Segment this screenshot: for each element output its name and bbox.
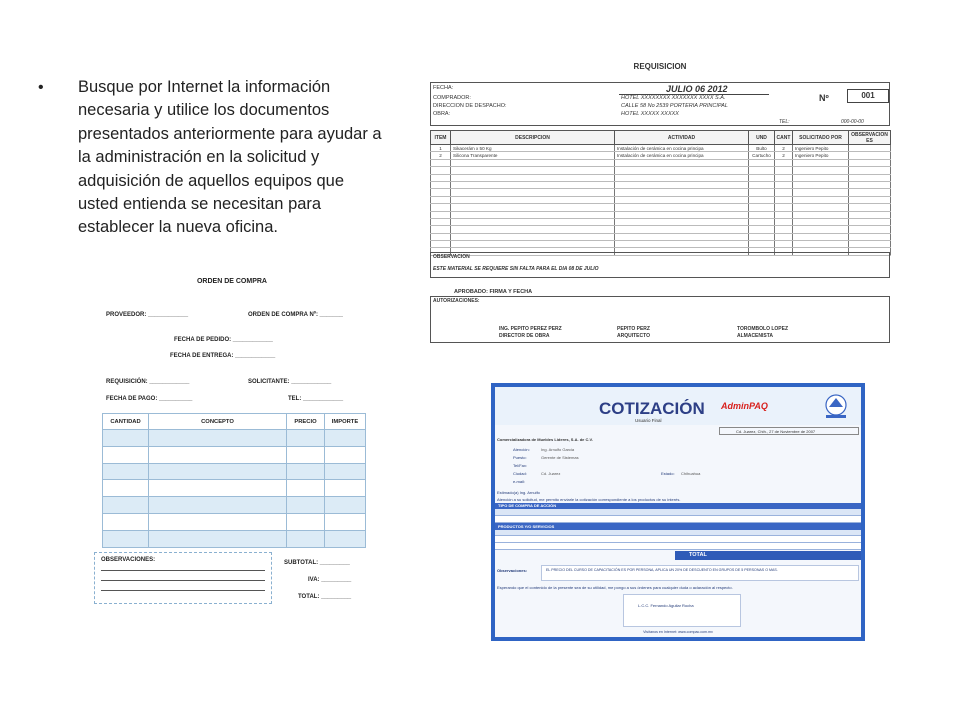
cell <box>849 145 891 152</box>
numero-label: Nº <box>819 93 829 103</box>
empty-row <box>431 174 891 181</box>
empty-row <box>431 233 891 240</box>
direccion-label: DIRECCION DE DESPACHO: <box>433 103 507 109</box>
table-row <box>103 530 366 547</box>
orden-compra-document <box>92 270 372 610</box>
ciudad-value: Cd. Juarez <box>541 471 561 476</box>
signature-name: PEPITO PERZ <box>617 326 650 332</box>
col-und: UND <box>749 131 775 145</box>
signature-role: ALMACENISTA <box>737 333 774 339</box>
orden-compra-title: ORDEN DE COMPRA <box>196 278 267 285</box>
cell: Bulto <box>749 145 775 152</box>
table-row <box>431 152 891 159</box>
col-actividad: ACTIVIDAD <box>615 131 749 145</box>
empty-row <box>431 211 891 218</box>
cell: 2 <box>775 152 793 159</box>
intro-text: Atención a su solicitud, me permito enviarle la cotización correspondiente a los productos de su interés. <box>497 497 681 502</box>
observaciones-box <box>94 552 272 604</box>
section-strip: TIPO DE COMPRA DE ACCIÓN <box>495 503 861 509</box>
signer-name: L.C.C. Fernando Aguilar Rocha <box>638 603 694 608</box>
subtotal-field: SUBTOTAL: _________ <box>284 560 350 566</box>
brand-logo: AdminPAQ <box>721 401 768 411</box>
cotizacion-page <box>495 387 861 637</box>
total-bar <box>675 551 861 560</box>
grid-row <box>495 543 861 550</box>
cell: Cartucho <box>749 152 775 159</box>
signature-name: TOROMBOLO LOPEZ <box>737 326 789 332</box>
signature-box <box>623 594 741 627</box>
signature-almacenista <box>737 326 788 340</box>
table-row <box>103 430 366 447</box>
bullet-marker: • <box>38 79 44 96</box>
closing-text: Esperando que el contenido de la presente sea de su utilidad, me pongo a sus órdenes para cualquier duda o aclaración al respecto. <box>497 585 733 590</box>
empty-row <box>431 241 891 248</box>
cell: 2 <box>431 152 451 159</box>
orden-table-header <box>103 414 366 430</box>
observaciones-box <box>541 565 859 581</box>
solicitante-field: SOLICITANTE: ____________ <box>248 379 332 385</box>
cell: 2 <box>775 145 793 152</box>
atencion-label: Atención: <box>513 447 530 452</box>
observacion-text: ESTE MATERIAL SE REQUIERE SIN FALTA PARA EL DIA 08 DE JULIO <box>433 266 599 272</box>
empty-row <box>431 189 891 196</box>
grid-row <box>495 536 861 543</box>
empty-row <box>431 181 891 188</box>
company-logo-icon <box>820 393 852 421</box>
observacion-box <box>430 252 890 278</box>
email-label: e-mail: <box>513 479 526 484</box>
requisicion-title: REQUISICION <box>633 62 687 71</box>
requisicion-field: REQUISICIÓN: ____________ <box>106 379 190 385</box>
cell: Instalación de cerámica en cocina principa <box>615 152 749 159</box>
observacion-label: OBSERVACION <box>433 254 470 260</box>
empty-row <box>431 167 891 174</box>
tel-field: TEL: ____________ <box>288 396 344 402</box>
cell: Ingeniero Pepito <box>793 145 849 152</box>
observaciones-text: EL PRECIO DEL CURSO DE CAPACITACIÓN ES POR PERSONA, APLICA UN 20% DE DESCUENTO EN GRUPOS DE 5 PERSONAS O MAS. <box>546 568 778 572</box>
cotizacion-title: COTIZACIÓN <box>599 399 705 418</box>
requisicion-document <box>428 56 892 344</box>
direccion-value: CALLE 58 No 2539 PORTERIA PRINCIPAL <box>621 103 728 109</box>
requisicion-table <box>430 130 891 256</box>
cotizacion-date: Cd. Juarez, Chih., 27 de Noviembre de 2007 <box>719 427 859 435</box>
obra-value: HOTEL XXXXX XXXXX <box>621 111 679 117</box>
fecha-entrega-field: FECHA DE ENTREGA: ____________ <box>170 353 276 359</box>
empty-row <box>431 204 891 211</box>
ciudad-label: Ciudad: <box>513 471 527 476</box>
col-concepto: CONCEPTO <box>149 414 287 430</box>
orden-numero-field: ORDEN DE COMPRA Nº: _______ <box>248 312 343 318</box>
autorizaciones-box <box>430 296 890 343</box>
cotizacion-footer: Visítanos en Internet: www.compac.com.mx <box>643 630 713 634</box>
fecha-pedido-field: FECHA DE PEDIDO: ____________ <box>174 337 273 343</box>
telefono-label: Tel/Fax: <box>513 463 528 468</box>
empty-row <box>431 226 891 233</box>
cell <box>849 152 891 159</box>
total-field: TOTAL: _________ <box>298 594 352 600</box>
autorizaciones-label: AUTORIZACIONES: <box>433 298 480 304</box>
cell: Ingeniero Pepito <box>793 152 849 159</box>
observaciones-label: OBSERVACIONES: <box>101 557 156 563</box>
signature-arquitecto <box>617 326 650 340</box>
proveedor-field: PROVEEDOR: ____________ <box>106 312 189 318</box>
fecha-value: JULIO 06 2012 <box>666 84 728 94</box>
puesto-value: Gerente de Sistemas <box>541 455 579 460</box>
col-precio: PRECIO <box>287 414 325 430</box>
iva-field: IVA: _________ <box>308 577 352 583</box>
obra-label: OBRA: <box>433 111 451 117</box>
col-solicitado: SOLICITADO POR <box>793 131 849 145</box>
signature-role: ARQUITECTO <box>617 333 650 339</box>
numero-value: 001 <box>847 89 889 103</box>
col-descripcion: DESCRIPCION <box>451 131 615 145</box>
col-item: ITEM <box>431 131 451 145</box>
puesto-label: Puesto: <box>513 455 527 460</box>
empty-row <box>431 218 891 225</box>
col-importe: IMPORTE <box>325 414 366 430</box>
grid-header-row <box>495 509 861 516</box>
cotizacion-subtitle: Usuario Final <box>635 418 662 423</box>
cell: Instalación de cerámica en cocina principa <box>615 145 749 152</box>
fecha-label: FECHA: <box>433 85 454 91</box>
cell: Silicona Transparente <box>451 152 615 159</box>
table-row <box>431 145 891 152</box>
cell: Sikacerám x 50 Kg <box>451 145 615 152</box>
observaciones-line <box>101 590 265 591</box>
table-row <box>103 480 366 497</box>
atencion-value: Ing. Arnulfo Garcia <box>541 447 575 452</box>
cotizacion-document <box>491 383 865 641</box>
col-cant: CANT <box>775 131 793 145</box>
tel-value: 000-00-00 <box>841 119 864 125</box>
grid-row <box>495 516 861 523</box>
estimado-text: Estimado(a) Ing. Arnulfo <box>497 490 540 495</box>
products-strip: PRODUCTOS Y/O SERVICIOS <box>495 523 861 530</box>
observaciones-line <box>101 580 265 581</box>
observaciones-label: Observaciones: <box>497 568 528 573</box>
company-name: Comercializadora de Muebles Lideres, S.A. de C.V. <box>497 437 593 442</box>
table-row <box>103 497 366 514</box>
empty-row <box>431 159 891 166</box>
orden-compra-table <box>102 413 366 548</box>
total-label: TOTAL <box>689 552 707 558</box>
tel-label: TEL: <box>779 119 790 125</box>
col-observaciones: OBSERVACION ES <box>849 131 891 145</box>
signature-director <box>499 326 562 340</box>
requisicion-table-header <box>431 131 891 145</box>
empty-row <box>431 196 891 203</box>
estado-value: Chihuahua <box>681 471 701 476</box>
cell: 1 <box>431 145 451 152</box>
table-row <box>103 463 366 480</box>
instruction-bullet <box>38 76 383 240</box>
col-cantidad: CANTIDAD <box>103 414 149 430</box>
fecha-pago-field: FECHA DE PAGO: __________ <box>106 396 193 402</box>
signature-role: DIRECTOR DE OBRA <box>499 333 550 339</box>
signature-name: ING. PEPITO PEREZ PERZ <box>499 326 562 332</box>
table-row <box>103 446 366 463</box>
cotizacion-header <box>495 387 861 425</box>
instruction-text: Busque por Internet la información necesaria y utilice los documentos presentados anteriormente para ayudar a la administración en la solicitud y adquisición de aquellos equipos que usted entienda se necesitan para establecer la nueva oficina. <box>78 78 382 237</box>
estado-label: Estado: <box>661 471 675 476</box>
comprador-value: HOTEL XXXXXXXX XXXXXXX XXXX S.A. <box>621 95 726 101</box>
requisicion-header <box>430 82 890 126</box>
comprador-label: COMPRADOR: <box>433 95 471 101</box>
table-row <box>103 513 366 530</box>
aprobado-label: APROBADO: FIRMA Y FECHA <box>454 289 533 295</box>
observaciones-line <box>101 570 265 571</box>
